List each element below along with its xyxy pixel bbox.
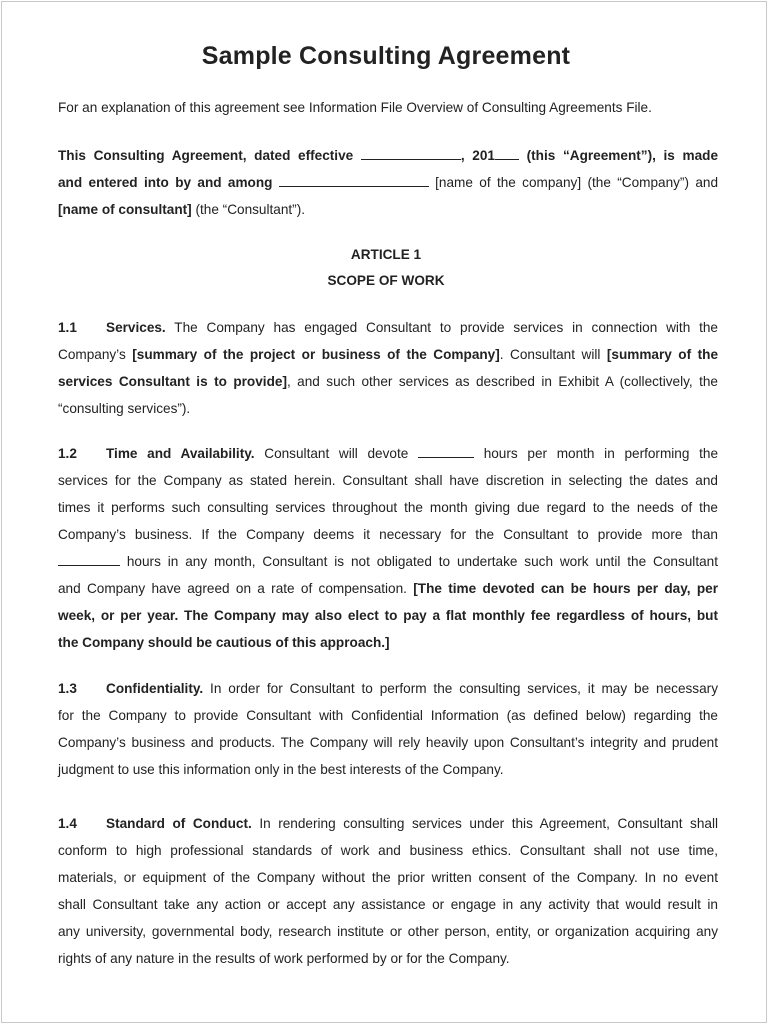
section-1-1-number: 1.1 — [58, 320, 77, 335]
preamble-text-1a: This Consulting Agreement, dated effective — [58, 148, 354, 163]
section-1-1-text: . Consultant will — [499, 347, 607, 362]
year-blank — [495, 147, 519, 160]
section-1-2-text: hours in any month, Consultant is not obligated to undertake such work until the Consultant — [126, 554, 718, 569]
section-1-2-line-6 — [58, 580, 718, 598]
preamble-text-3a: [name of consultant] — [58, 202, 192, 217]
section-1-1-line-2 — [58, 346, 718, 364]
section-1-1-line-1 — [58, 319, 718, 337]
section-1-1-line-3 — [58, 373, 718, 391]
section-1-3-text: In order for Consultant to perform the consulting services, it may be necessary — [203, 681, 718, 696]
section-1-3-number: 1.3 — [58, 681, 77, 696]
section-1-2-text: and Company have agreed on a rate of compensation. — [58, 581, 414, 596]
section-1-1-line-4: “consulting services”). — [58, 401, 191, 416]
section-1-1-bold-text: [summary of the — [606, 347, 719, 362]
section-1-3-title: Confidentiality. — [106, 681, 204, 696]
section-1-2-text: hours per month in performing the — [483, 446, 719, 461]
intro-line: For an explanation of this agreement see Information File Overview of Consulting Agreements File. — [58, 100, 652, 115]
preamble-line-2 — [58, 174, 718, 192]
section-1-4-text: In rendering consulting services under this Agreement, Consultant shall — [251, 816, 719, 831]
preamble-text-1c: (this “Agreement”), is made — [526, 148, 719, 163]
section-1-3-line-4: judgment to use this information only in the best interests of the Company. — [58, 762, 504, 777]
document-title: Sample Consulting Agreement — [201, 42, 571, 70]
section-1-2-line-5 — [58, 553, 718, 571]
section-1-4-line-2: conform to high professional standards of work and business ethics. Consultant shall not use time, — [58, 843, 718, 858]
section-1-2-line-2: services for the Company as stated herein. Consultant shall have discretion in selecting the dates and — [58, 473, 718, 488]
section-1-4-line-5: any university, governmental body, research institute or other person, entity, or organization acquiring any — [58, 924, 718, 939]
section-1-1-text: The Company has engaged Consultant to provide services in connection with the — [165, 320, 718, 335]
article-number: ARTICLE 1 — [350, 247, 422, 262]
preamble-line-3 — [58, 201, 718, 219]
section-1-2-bold-text: [The time devoted can be hours per day, per — [413, 581, 718, 596]
section-1-4-line-3: materials, or equipment of the Company without the prior written consent of the Company. In no event — [58, 870, 718, 885]
preamble-text-2a: and entered into by and among — [58, 175, 273, 190]
section-1-2-line-3: times it performs such consulting services throughout the month giving due regard to the needs of the — [58, 500, 718, 515]
section-1-1-bold-text: [summary of the project or business of the Company] — [132, 347, 500, 362]
section-1-4-number: 1.4 — [58, 816, 77, 831]
section-1-4-line-1 — [58, 815, 718, 833]
section-1-4-title: Standard of Conduct. — [106, 816, 252, 831]
section-1-2-line-4: Company’s business. If the Company deems it necessary for the Consultant to provide more than — [58, 527, 718, 542]
section-1-2-line-8: the Company should be cautious of this approach.] — [58, 635, 390, 650]
section-1-1-title: Services. — [106, 320, 166, 335]
preamble-text-1b: , 201 — [460, 148, 495, 163]
section-1-2-title: Time and Availability. — [106, 446, 255, 461]
preamble-text-3b: (the “Consultant”). — [191, 202, 306, 217]
section-1-1-text: Company’s — [58, 347, 133, 362]
preamble-line-1 — [58, 147, 718, 165]
section-1-2-line-7: week, or per year. The Company may also elect to pay a flat monthly fee regardless of hours, but — [58, 608, 718, 623]
section-1-3-line-3: Company’s business and products. The Company will rely heavily upon Consultant’s integrity and prudent — [58, 735, 718, 750]
company-blank — [279, 174, 429, 187]
section-1-2-line-1 — [58, 445, 718, 463]
section-1-4-line-6: rights of any nature in the results of work performed by or for the Company. — [58, 951, 510, 966]
section-1-3-line-1 — [58, 680, 718, 698]
extra-hours-blank — [58, 553, 120, 566]
section-1-3-line-2: for the Company to provide Consultant with Confidential Information (as defined below) regarding the — [58, 708, 718, 723]
section-1-4-line-4: shall Consultant take any action or accept any assistance or engage in any activity that would result in — [58, 897, 718, 912]
preamble-text-2b: [name of the company] (the “Company”) and — [435, 175, 718, 190]
date-blank — [361, 147, 461, 160]
document-page — [1, 1, 767, 1023]
article-heading: SCOPE OF WORK — [327, 273, 445, 288]
section-1-1-bold-text: services Consultant is to provide] — [58, 374, 287, 389]
hours-blank — [418, 445, 474, 458]
section-1-1-text: , and such other services as described in Exhibit A (collectively, the — [286, 374, 718, 389]
section-1-2-text: Consultant will devote — [254, 446, 409, 461]
section-1-2-number: 1.2 — [58, 446, 77, 461]
